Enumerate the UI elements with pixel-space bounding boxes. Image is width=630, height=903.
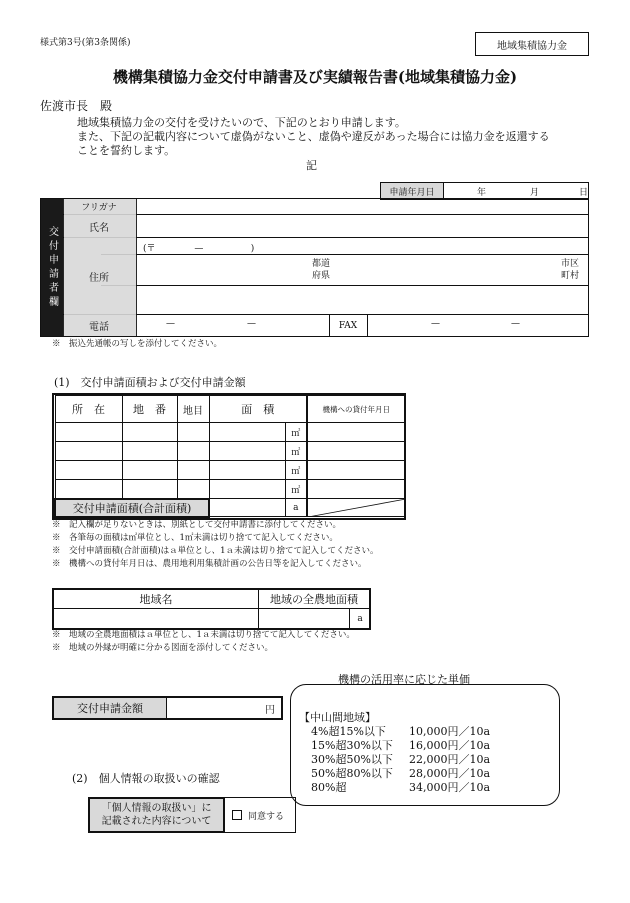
name-label: 氏名 [89,222,109,234]
table-row: ㎡ [55,480,405,499]
application-date-field[interactable]: 年 月 日 [477,188,589,198]
section2-heading: (2) 個人情報の取扱いの確認 [72,772,220,785]
table-row: ㎡ [55,423,405,442]
total-area-input[interactable] [209,499,285,517]
amount-row [52,696,283,720]
amount-label: 交付申請金額 [54,698,167,718]
rates-region: 【中山間地域】 [299,711,376,724]
total-area-label: 交付申請面積(合計面積) [55,499,209,517]
name-input[interactable] [136,215,588,237]
addressee: 佐渡市長 殿 [40,99,113,113]
applicant-block: 交付申請者欄 フリガナ 氏名 住所 電話 (〒 — ) 都道 府県 市区 町村 — — FAX — — [40,198,589,337]
table-row: ㎡ [55,442,405,461]
intro-text: 地域集積協力金の交付を受けたいので、下記のとおり申請します。 また、下記の記載内容について虚偽がないこと、虚偽や違反があった場合には協力金を返還する ことを誓約します。 [77,116,550,157]
table-row: ㎡ [55,461,405,480]
postal-code-field[interactable]: (〒 — ) [143,244,255,254]
col-location: 所 在 [55,396,122,423]
list-item: 80%超 34,000円／10a [311,781,491,794]
phone-label: 電話 [89,322,109,333]
address-detail-input[interactable] [136,286,588,314]
furigana-label: フリガナ [81,203,117,213]
region-table: 地域名 地域の全農地面積 a [52,588,371,630]
list-item: 15%超30%以下 16,000円／10a [311,739,491,752]
rates-list [311,725,490,795]
region-name-input[interactable] [54,609,259,628]
city-label: 市区 町村 [561,259,580,281]
rates-heading: 機構の活用率に応じた単価 [338,673,470,686]
consent-checkbox[interactable]: 同意する [224,798,295,832]
fax-label: FAX [329,315,368,336]
section1-heading: (1) 交付申請面積および交付申請金額 [54,376,246,389]
region-name-label: 地域名 [54,590,259,609]
applicant-side-label: 交付申請者欄 [41,199,63,336]
region-area-label: 地域の全農地面積 [259,590,369,609]
list-item: 50%超80%以下 28,000円／10a [311,767,491,780]
form-number: 様式第3号(第3条関係) [40,38,131,48]
privacy-consent-label: 「個人情報の取扱い」に 記載された内容について [88,797,225,833]
ki-mark: 記 [306,159,317,172]
list-item: 30%超50%以下 22,000円／10a [311,753,491,766]
region-notes: ※ 地域の全農地面積はａ単位とし、1ａ未満は切り捨てて記入してください。 ※ 地域の外縁が明確に分かる図面を添付してください。 [52,630,355,653]
col-area: 面 積 [209,396,307,423]
col-lease-date: 機構への貸付年月日 [307,396,405,423]
fax-input[interactable] [368,315,588,336]
col-landtype: 地目 [177,396,209,423]
amount-input[interactable]: 円 [265,705,275,716]
area-table: 所 在 地 番 地目 面 積 機構への貸付年月日 ㎡ ㎡ ㎡ ㎡ 交付申請面積(合計面積) a [52,393,406,520]
prefecture-label: 都道 府県 [312,259,331,281]
furigana-input[interactable] [136,200,588,214]
checkbox-icon[interactable] [232,810,242,820]
list-item: 4%超15%以下 10,000円／10a [311,725,491,738]
page-title: 機構集積協力金交付申請書及び実績報告書(地域集積協力金) [112,68,518,86]
region-area-input[interactable] [259,609,349,628]
privacy-consent-box [88,797,296,833]
category-box: 地域集積協力金 [475,32,589,56]
phone-input[interactable] [136,315,328,336]
rates-box [290,684,560,806]
address-label: 住所 [89,272,109,284]
diagonal-line [308,499,406,517]
area-notes: ※ 記入欄が足りないときは、別紙として交付申請書に添付してください。 ※ 各筆毎の面積は㎡単位とし、1㎡未満は切り捨てて記入してください。 ※ 交付申請面積(合計面積)はａ単位とし、1ａ未満は切り捨てて記入してください。 ※ 機構への貸付年月日は、農用地利用集積計画の公告日等を記入してください。 [52,520,379,569]
col-lot: 地 番 [122,396,177,423]
application-date-label: 申請年月日 [381,183,444,199]
bank-note: ※ 振込先通帳の写しを添付してください。 [52,339,223,349]
